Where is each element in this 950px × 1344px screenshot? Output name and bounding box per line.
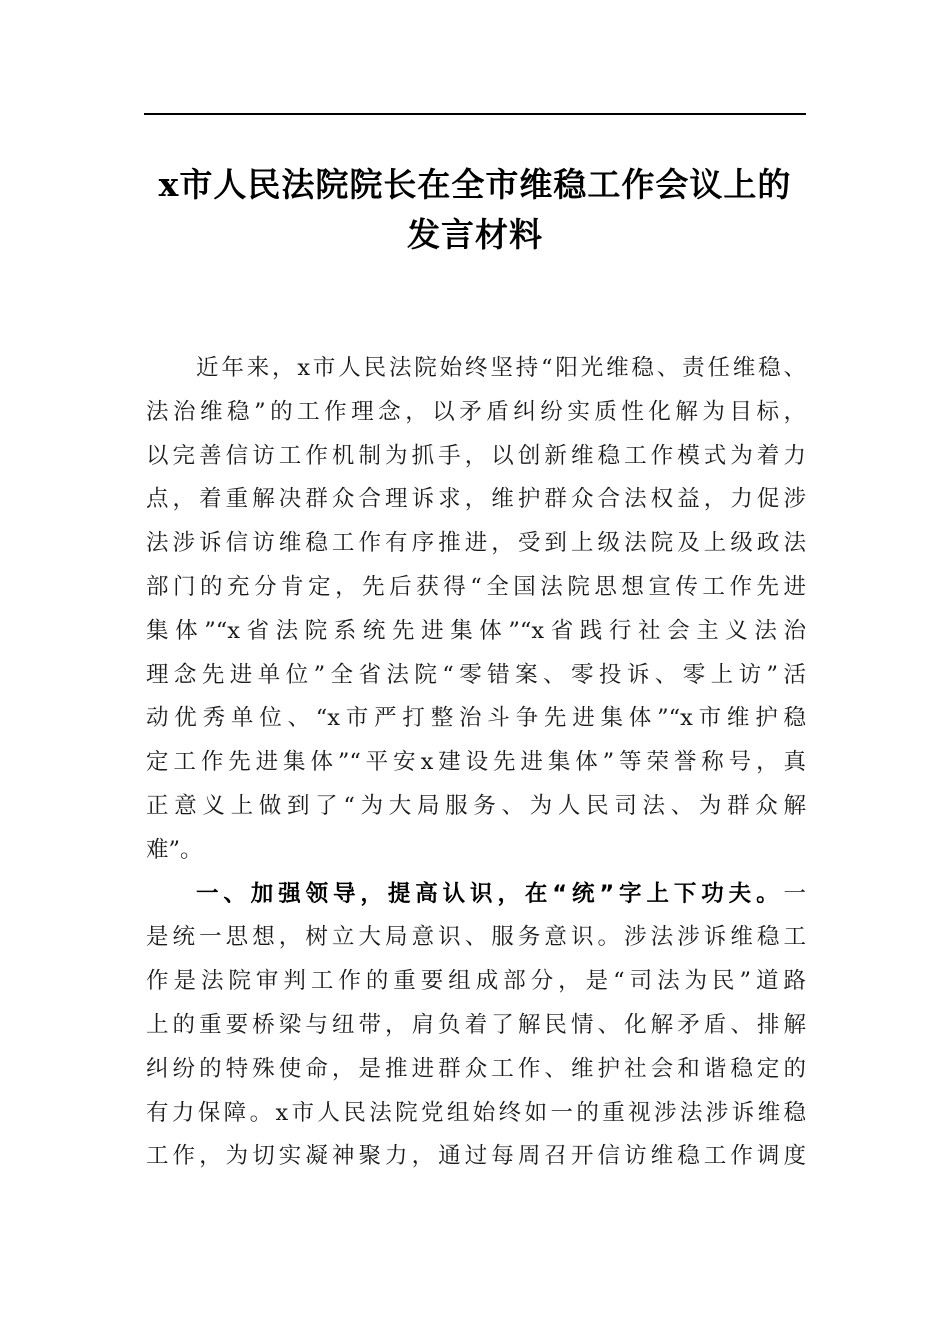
title-line: 发言材料 — [407, 215, 543, 254]
paragraph-line: 部门的充分肯定，先后获得“全国法院思想宣传工作先进 — [146, 573, 806, 600]
paragraph-line: 法治维稳”的工作理念，以矛盾纠纷实质性化解为目标， — [146, 398, 806, 425]
paragraph-line: 上的重要桥梁与纽带，肩负着了解民情、化解矛盾、排解 — [146, 1011, 806, 1038]
title-line: x市人民法院院长在全市维稳工作会议上的 — [158, 165, 792, 204]
paragraph-line: 定工作先进集体”“平安x建设先进集体”等荣誉称号，真 — [146, 749, 806, 776]
paragraph-line: 工作，为切实凝神聚力，通过每周召开信访维稳工作调度 — [146, 1143, 806, 1170]
paragraph-section-one — [146, 873, 806, 1180]
paragraph-line — [146, 873, 806, 917]
header-rule — [144, 113, 806, 115]
document-body — [146, 347, 806, 1179]
paragraph-line: 以完善信访工作机制为抓手，以创新维稳工作模式为着力 — [146, 442, 806, 469]
paragraph-line: 法涉诉信访维稳工作有序推进，受到上级法院及上级政法 — [146, 530, 806, 557]
paragraph-line: 近年来，x市人民法院始终坚持“阳光维稳、责任维稳、 — [196, 355, 806, 381]
document-title — [120, 160, 830, 260]
paragraph-line: 点，着重解决群众合理诉求，维护群众合法权益，力促涉 — [146, 486, 806, 513]
paragraph-line: 纠纷的特殊使命，是推进群众工作、维护社会和谐稳定的 — [146, 1055, 806, 1082]
paragraph-line: 作是法院审判工作的重要组成部分，是“司法为民”道路 — [146, 968, 806, 995]
paragraph-line: 正意义上做到了“为大局服务、为人民司法、为群众解 — [146, 792, 806, 819]
paragraph-line: 是统一思想，树立大局意识、服务意识。涉法涉诉维稳工 — [146, 924, 806, 951]
paragraph-line: 有力保障。x市人民法院党组始终如一的重视涉法涉诉维稳 — [146, 1099, 806, 1126]
paragraph-intro — [146, 347, 806, 873]
heading-trailing-text: 一 — [783, 880, 806, 907]
paragraph-line: 难”。 — [146, 836, 203, 863]
paragraph-line: 动优秀单位、“x市严打整治斗争先进集体”“x市维护稳 — [146, 705, 806, 732]
section-heading: 一、加强领导，提高认识，在“统”字上下功夫。 — [196, 880, 784, 907]
paragraph-line: 理念先进单位”全省法院“零错案、零投诉、零上访”活 — [146, 661, 806, 688]
paragraph-line: 集体”“x省法院系统先进集体”“x省践行社会主义法治 — [146, 617, 806, 644]
